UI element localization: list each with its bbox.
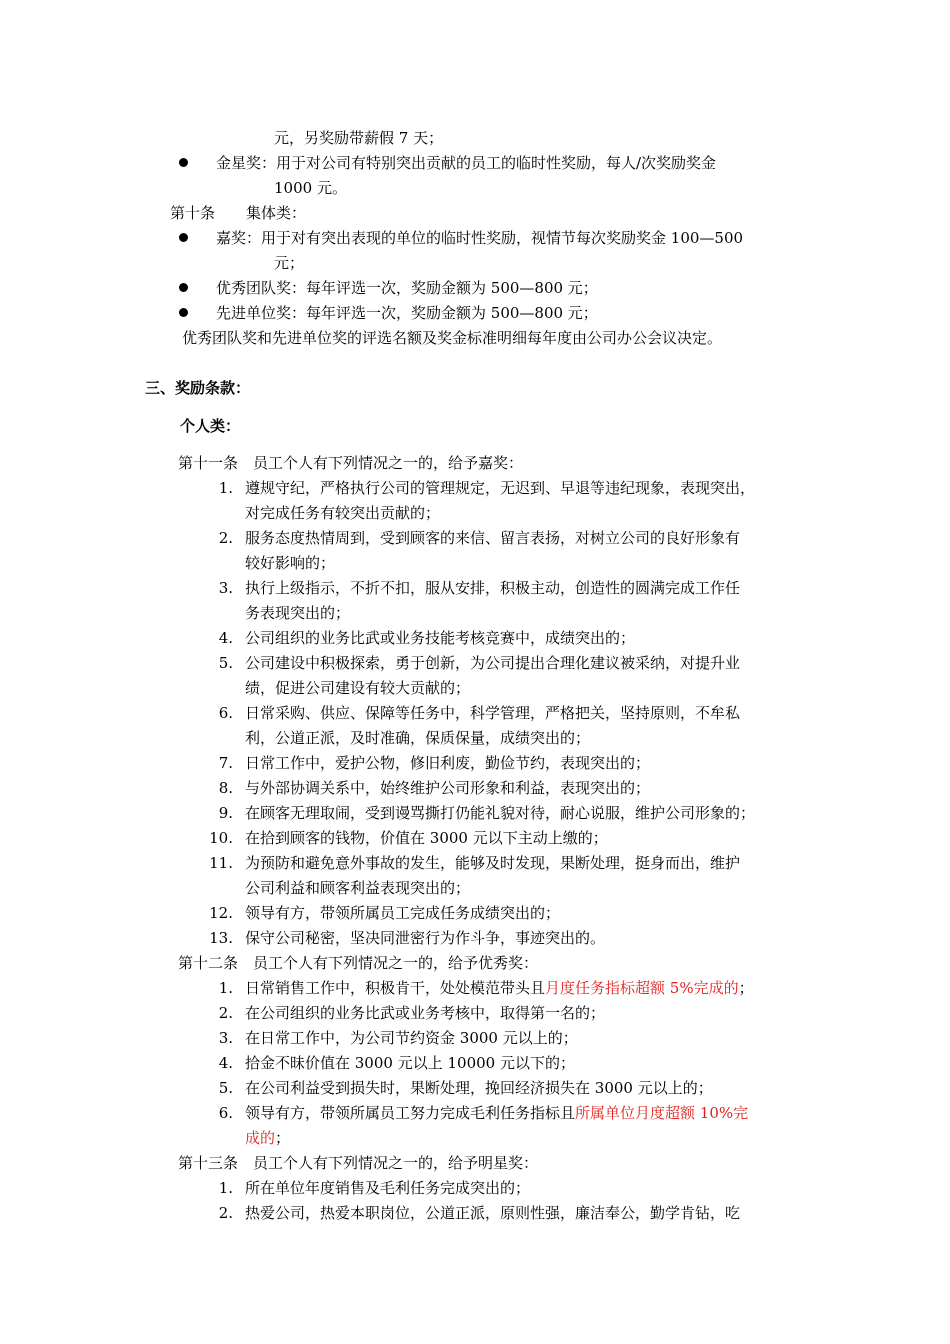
highlighted-text: 所属单位月度超额 10%完 <box>575 1104 749 1122</box>
bullet-icon <box>179 283 188 292</box>
list-item-text: 在公司利益受到损失时，果断处理，挽回经济损失在 3000 元以上的； <box>245 1079 713 1097</box>
list-number: 1. <box>218 1179 233 1197</box>
list-number: 2. <box>218 529 233 547</box>
text-run: 日常销售工作中，积极肯干，处处模范带头且 <box>245 979 546 997</box>
list-number: 4. <box>218 629 233 647</box>
article12-heading: 第十二条 员工个人有下列情况之一的，给予优秀奖： <box>178 954 539 972</box>
list-item-text: 服务态度热情周到，受到顾客的来信、留言表扬，对树立公司的良好形象有 <box>245 529 741 547</box>
collective-team: 优秀团队奖：每年评选一次，奖励金额为 500—800 元； <box>216 279 598 297</box>
list-item-text: 在公司组织的业务比武或业务考核中，取得第一名的； <box>245 1004 606 1022</box>
list-item-text: 执行上级指示，不折不扣，服从安排，积极主动，创造性的圆满完成工作任 <box>245 579 741 597</box>
list-item-text: 公司建设中积极探索，勇于创新，为公司提出合理化建议被采纳，对提升业 <box>245 654 741 672</box>
personal-heading: 个人类： <box>180 417 241 435</box>
list-number: 3. <box>218 1029 233 1047</box>
gold-star-line2: 1000 元。 <box>274 179 347 197</box>
list-item-text: 遵规守纪，严格执行公司的管理规定，无迟到、早退等违纪现象，表现突出， <box>245 479 756 497</box>
list-item-text: 务表现突出的； <box>245 604 351 622</box>
list-number: 2. <box>218 1204 233 1222</box>
list-item-text: 日常采购、供应、保障等任务中，科学管理，严格把关，坚持原则，不牟私 <box>245 704 741 722</box>
article10-label: 第十条 <box>170 204 216 222</box>
list-number: 10. <box>209 829 233 847</box>
list-item-text <box>245 1102 748 1124</box>
list-number: 1. <box>218 979 233 997</box>
list-number: 7. <box>218 754 233 772</box>
list-item-text <box>245 977 754 999</box>
list-item-text: 在拾到顾客的钱物，价值在 3000 元以下主动上缴的； <box>245 829 608 847</box>
list-item-text: 在顾客无理取闹，受到谩骂撕打仍能礼貌对待，耐心说服，维护公司形象的； <box>245 804 756 822</box>
list-item-text: 对完成任务有较突出贡献的； <box>245 504 441 522</box>
collective-jia-line2: 元； <box>274 254 305 272</box>
list-item-text: 在日常工作中，为公司节约资金 3000 元以上的； <box>245 1029 578 1047</box>
list-item-text: 保守公司秘密，坚决同泄密行为作斗争，事迹突出的。 <box>245 929 606 947</box>
list-number: 4. <box>218 1054 233 1072</box>
list-item-text: 所在单位年度销售及毛利任务完成突出的； <box>245 1179 531 1197</box>
collective-jia-line1: 嘉奖：用于对有突出表现的单位的临时性奖励，视情节每次奖励奖金 100—500 <box>216 229 744 247</box>
list-number: 8. <box>218 779 233 797</box>
highlighted-text: 月度任务指标超额 5%完成的 <box>545 979 739 997</box>
list-item-text: 领导有方，带领所属员工完成任务成绩突出的； <box>245 904 561 922</box>
list-number: 3. <box>218 579 233 597</box>
list-item-text <box>245 1127 290 1149</box>
list-number: 11. <box>209 854 233 872</box>
list-number: 5. <box>218 1079 233 1097</box>
list-number: 9. <box>218 804 233 822</box>
text-run: ； <box>738 979 754 997</box>
list-item-text: 与外部协调关系中，始终维护公司形象和利益，表现突出的； <box>245 779 651 797</box>
bullet-icon <box>179 158 188 167</box>
list-item-text: 公司组织的业务比武或业务技能考核竞赛中，成绩突出的； <box>245 629 636 647</box>
list-number: 6. <box>218 704 233 722</box>
list-item-text: 公司利益和顾客利益表现突出的； <box>245 879 471 897</box>
list-number: 12. <box>209 904 233 922</box>
highlighted-text: 成的 <box>245 1129 276 1147</box>
list-item-text: 热爱公司，热爱本职岗位，公道正派，原则性强，廉洁奉公，勤学肯钻，吃 <box>245 1204 741 1222</box>
bullet-icon <box>179 308 188 317</box>
list-number: 13. <box>209 929 233 947</box>
list-number: 6. <box>218 1104 233 1122</box>
gold-star-line1: 金星奖：用于对公司有特别突出贡献的员工的临时性奖励，每人/次奖励奖金 <box>216 154 717 172</box>
bullet-icon <box>179 233 188 242</box>
list-item-text: 为预防和避免意外事故的发生，能够及时发现，果断处理，挺身而出，维护 <box>245 854 741 872</box>
list-number: 2. <box>218 1004 233 1022</box>
text-run: 领导有方，带领所属员工努力完成毛利任务指标且 <box>245 1104 576 1122</box>
list-item-text: 绩，促进公司建设有较大贡献的； <box>245 679 471 697</box>
collective-unit: 先进单位奖：每年评选一次，奖励金额为 500—800 元； <box>216 304 598 322</box>
article13-heading: 第十三条 员工个人有下列情况之一的，给予明星奖： <box>178 1154 539 1172</box>
list-item-text: 较好影响的； <box>245 554 336 572</box>
collective-note: 优秀团队奖和先进单位奖的评选名额及奖金标准明细每年度由公司办公会议决定。 <box>182 329 723 347</box>
text-run: ； <box>275 1129 291 1147</box>
section-heading: 三、奖励条款： <box>145 379 251 397</box>
article10-title: 集体类： <box>246 204 307 222</box>
list-number: 5. <box>218 654 233 672</box>
list-item-text: 拾金不昧价值在 3000 元以上 10000 元以下的； <box>245 1054 575 1072</box>
list-number: 1. <box>218 479 233 497</box>
continuation-line: 元，另奖励带薪假 7 天； <box>274 129 444 147</box>
list-item-text: 利，公道正派，及时准确，保质保量，成绩突出的； <box>245 729 591 747</box>
list-item-text: 日常工作中，爱护公物，修旧利废，勤俭节约，表现突出的； <box>245 754 651 772</box>
article11-heading: 第十一条 员工个人有下列情况之一的，给予嘉奖： <box>178 454 524 472</box>
